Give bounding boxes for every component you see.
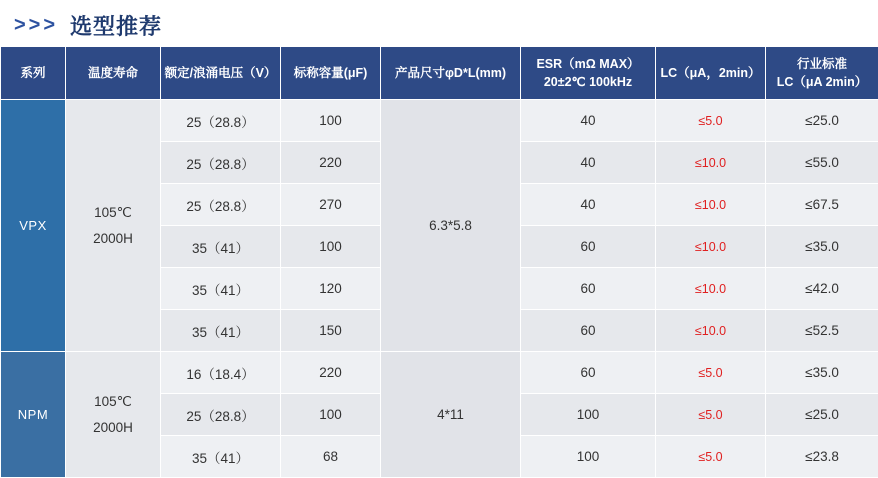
cell-capacitance: 150 <box>281 310 381 352</box>
cell-lc: ≤10.0 <box>656 226 766 268</box>
cell-esr: 60 <box>521 352 656 394</box>
arrows-decoration-icon: >>> <box>14 15 58 35</box>
column-header-std-line1: 行业标准 <box>768 55 876 73</box>
table-row <box>1 100 878 142</box>
cell-esr: 60 <box>521 310 656 352</box>
cell-lc: ≤5.0 <box>656 100 766 142</box>
series-cell-vpx: VPX <box>1 100 66 352</box>
cell-lc: ≤5.0 <box>656 352 766 394</box>
cell-std-lc: ≤35.0 <box>766 226 878 268</box>
column-header-voltage: 额定/浪涌电压（V） <box>161 47 281 100</box>
life-line1: 105℃ <box>67 389 159 415</box>
column-header-temperature-life: 温度寿命 <box>66 47 161 100</box>
page-title-label: 选型推荐 <box>70 10 162 41</box>
series-cell-npm: NPM <box>1 352 66 478</box>
cell-lc: ≤10.0 <box>656 142 766 184</box>
cell-capacitance: 120 <box>281 268 381 310</box>
cell-capacitance: 100 <box>281 100 381 142</box>
cell-voltage: 25（28.8） <box>161 184 281 226</box>
cell-esr: 100 <box>521 394 656 436</box>
cell-capacitance: 220 <box>281 352 381 394</box>
cell-voltage: 35（41） <box>161 310 281 352</box>
column-header-std-line2: LC（μA 2min） <box>768 73 876 91</box>
cell-esr: 40 <box>521 142 656 184</box>
page-title <box>0 0 878 46</box>
cell-capacitance: 68 <box>281 436 381 478</box>
cell-std-lc: ≤25.0 <box>766 394 878 436</box>
cell-lc: ≤5.0 <box>656 436 766 478</box>
table-header <box>1 47 878 100</box>
cell-std-lc: ≤42.0 <box>766 268 878 310</box>
cell-voltage: 16（18.4） <box>161 352 281 394</box>
cell-capacitance: 270 <box>281 184 381 226</box>
column-header-esr <box>521 47 656 100</box>
cell-voltage: 35（41） <box>161 268 281 310</box>
cell-std-lc: ≤23.8 <box>766 436 878 478</box>
column-header-lc: LC（μA，2min） <box>656 47 766 100</box>
column-header-series: 系列 <box>1 47 66 100</box>
table-header-row <box>1 47 878 100</box>
size-cell-npm: 4*11 <box>381 352 521 478</box>
life-line2: 2000H <box>67 415 159 441</box>
size-cell-vpx: 6.3*5.8 <box>381 100 521 352</box>
cell-lc: ≤10.0 <box>656 184 766 226</box>
cell-capacitance: 100 <box>281 394 381 436</box>
column-header-capacitance: 标称容量(μF) <box>281 47 381 100</box>
cell-std-lc: ≤35.0 <box>766 352 878 394</box>
cell-esr: 100 <box>521 436 656 478</box>
cell-esr: 40 <box>521 100 656 142</box>
life-cell-npm <box>66 352 161 478</box>
cell-esr: 40 <box>521 184 656 226</box>
cell-voltage: 35（41） <box>161 436 281 478</box>
cell-voltage: 35（41） <box>161 226 281 268</box>
cell-capacitance: 220 <box>281 142 381 184</box>
column-header-esr-line1: ESR（mΩ MAX） <box>523 55 653 73</box>
table-row <box>1 352 878 394</box>
table-body <box>1 100 878 478</box>
cell-capacitance: 100 <box>281 226 381 268</box>
cell-lc: ≤5.0 <box>656 394 766 436</box>
column-header-dimensions: 产品尺寸φD*L(mm) <box>381 47 521 100</box>
life-line1: 105℃ <box>67 200 159 226</box>
cell-lc: ≤10.0 <box>656 310 766 352</box>
column-header-esr-line2: 20±2℃ 100kHz <box>523 73 653 91</box>
cell-std-lc: ≤67.5 <box>766 184 878 226</box>
life-cell-vpx <box>66 100 161 352</box>
spec-table <box>0 46 878 478</box>
cell-voltage: 25（28.8） <box>161 100 281 142</box>
cell-std-lc: ≤25.0 <box>766 100 878 142</box>
cell-std-lc: ≤55.0 <box>766 142 878 184</box>
cell-esr: 60 <box>521 226 656 268</box>
cell-esr: 60 <box>521 268 656 310</box>
column-header-industry-standard-lc <box>766 47 878 100</box>
cell-std-lc: ≤52.5 <box>766 310 878 352</box>
cell-voltage: 25（28.8） <box>161 142 281 184</box>
cell-voltage: 25（28.8） <box>161 394 281 436</box>
cell-lc: ≤10.0 <box>656 268 766 310</box>
life-line2: 2000H <box>67 226 159 252</box>
